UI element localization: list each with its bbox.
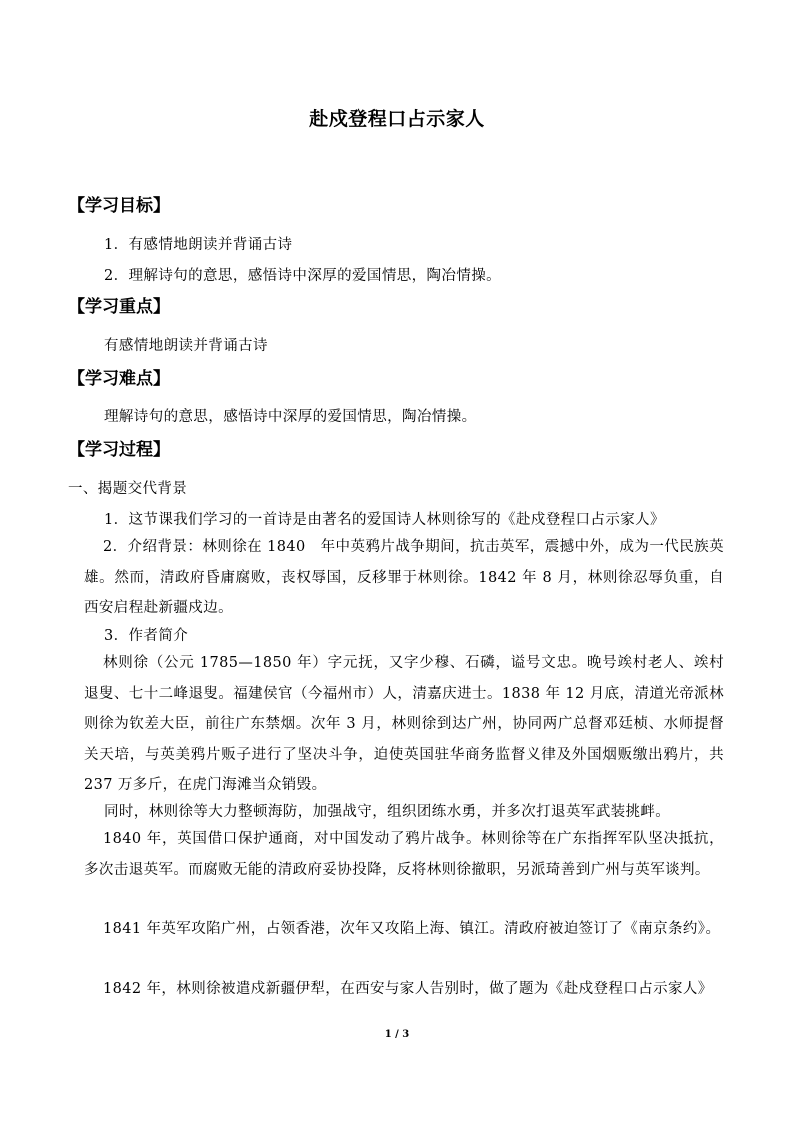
- process-part-1: 一、揭题交代背景: [68, 481, 188, 497]
- process-paragraph-3: 3．作者简介: [104, 628, 189, 644]
- process-paragraph-8: 1842 年，林则徐被遣戍新疆伊犁，在西安与家人告别时，做了题为《赴戍登程口占示家人》: [103, 981, 713, 997]
- process-paragraph-1: 1．这节课我们学习的一首诗是由著名的爱国诗人林则徐写的《赴戍登程口占示家人》: [104, 512, 665, 528]
- process-paragraph-5: 同时，林则徐等大力整顿海防，加强战守，组织团练水勇，并多次打退英军武装挑衅。: [104, 804, 671, 820]
- document-title: 赴戍登程口占示家人: [309, 108, 485, 130]
- focus-text: 有感情地朗读并背诵古诗: [104, 338, 268, 354]
- process-paragraph-7: 1841 年英军攻陷广州，占领香港，次年又攻陷上海、镇江。清政府被迫签订了《南京条约》。: [103, 921, 721, 937]
- goal-item-1: 1．有感情地朗读并背诵古诗: [104, 237, 293, 253]
- heading-learning-goals: 【学习目标】: [68, 196, 170, 216]
- process-paragraph-2: 2．介绍背景：林则徐在 1840 年中英鸦片战争期间，抗击英军，震撼中外，成为一代民族英雄。然而，清政府昏庸腐败，丧权辱国，反移罪于林则徐。1842 年 8 月，林则徐忍辱负重，自西安启程赴新疆戍边。: [84, 539, 724, 616]
- process-paragraph-4: 林则徐（公元 1785—1850 年）字元抚，又字少穆、石磷，谥号文忠。晚号竢村老人、竢村退叟、七十二峰退叟。福建侯官（今福州市）人，清嘉庆进士。1838 年 12 月底，清道光帝派林则徐为钦差大臣，前往广东禁烟。次年 3 月，林则徐到达广州，协同两广总督邓廷桢、水师提督关天培，与英美鸦片贩子进行了坚决斗争，迫使英国驻华商务监督义律及外国烟贩缴出鸦片，共 237 万多斤，在虎门海滩当众销毁。: [84, 655, 724, 793]
- goal-item-2: 2．理解诗句的意思，感悟诗中深厚的爱国情思，陶冶情操。: [104, 268, 502, 284]
- heading-learning-process: 【学习过程】: [68, 440, 170, 460]
- page-number: 1 / 3: [384, 1029, 410, 1040]
- process-paragraph-6: 1840 年，英国借口保护通商，对中国发动了鸦片战争。林则徐等在广东指挥军队坚决抵抗，多次击退英军。而腐败无能的清政府妥协投降，反将林则徐撤职，另派琦善到广州与英军谈判。: [84, 831, 724, 878]
- difficulty-text: 理解诗句的意思，感悟诗中深厚的爱国情思，陶冶情操。: [104, 409, 477, 425]
- heading-learning-focus: 【学习重点】: [68, 297, 170, 317]
- heading-learning-difficulty: 【学习难点】: [68, 369, 170, 389]
